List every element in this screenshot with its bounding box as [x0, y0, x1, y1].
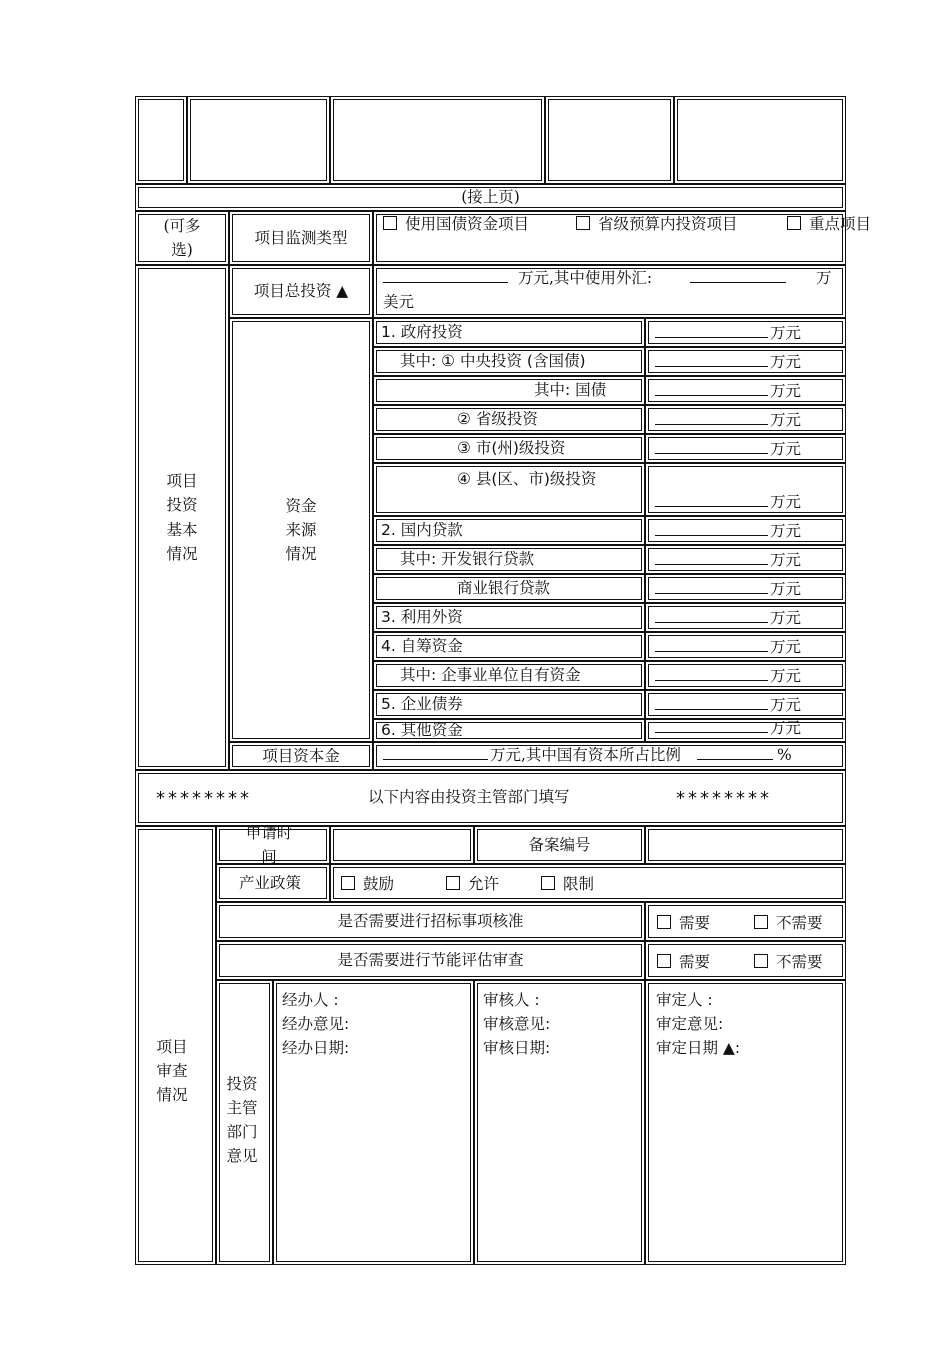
source-item-label: 5. 企业债券	[381, 695, 463, 713]
top-empty-cell-3	[330, 96, 545, 184]
bidding-label: 是否需要进行招标事项核准	[337, 912, 524, 931]
checkbox-icon[interactable]	[787, 216, 801, 230]
record-no-input[interactable]	[645, 826, 846, 864]
auditor-date: 审核日期:	[483, 1039, 551, 1057]
monitor-label: 项目监测类型	[254, 228, 348, 247]
amount-unit: 万元	[770, 493, 802, 511]
bidding-no-need[interactable]: 不需要	[754, 915, 823, 932]
amount-unit: 万元	[770, 580, 802, 598]
source-amount-line[interactable]	[655, 384, 801, 400]
bidding-need[interactable]: 需要	[657, 915, 710, 932]
policy-option-encourage[interactable]: 鼓励	[341, 876, 394, 893]
handler-date: 经办日期:	[282, 1039, 350, 1057]
amount-unit: 万元	[770, 411, 802, 429]
source-item-label: 其中: 企事业单位自有资金	[400, 666, 581, 684]
checkbox-icon[interactable]	[657, 954, 671, 968]
monitor-left-label: (可多选)	[163, 216, 201, 259]
total-value-line[interactable]: 万元,其中使用外汇:	[383, 271, 788, 287]
auditor-lines	[483, 988, 550, 1060]
stars-right: ********	[676, 788, 772, 809]
checkbox-icon[interactable]	[754, 954, 768, 968]
source-amount-line[interactable]	[655, 669, 801, 685]
approver-opinion: 审定意见:	[656, 1015, 724, 1033]
total-label: 项目总投资 ▲	[253, 282, 349, 301]
amount-unit: 万元	[770, 353, 802, 371]
checkbox-icon[interactable]	[754, 915, 768, 929]
handler-name: 经办人 :	[282, 991, 339, 1009]
checkbox-icon[interactable]	[383, 216, 397, 230]
total-unit-wrap-head: 万	[816, 269, 832, 287]
source-label: 资金来源情况	[285, 496, 317, 563]
dept-label: 投资主管部门意见	[226, 1074, 258, 1166]
source-item-label: 商业银行贷款	[457, 579, 551, 597]
amount-unit: 万元	[770, 667, 802, 685]
checkbox-icon[interactable]	[341, 876, 355, 890]
auditor-name: 审核人 :	[483, 991, 540, 1009]
amount-unit: 万元	[770, 551, 802, 569]
source-amount-line[interactable]	[655, 721, 801, 737]
source-amount-line[interactable]	[655, 553, 801, 569]
amount-unit: 万元	[770, 638, 802, 656]
checkbox-icon[interactable]	[541, 876, 555, 890]
policy-option-restrict[interactable]: 限制	[541, 876, 594, 893]
checkbox-icon[interactable]	[657, 915, 671, 929]
total-value-unit: 美元	[383, 293, 415, 311]
source-item-label: 6. 其他资金	[381, 721, 463, 739]
checkbox-icon[interactable]	[576, 216, 590, 230]
investment-section-label: 项目投资基本情况	[166, 472, 198, 563]
source-item-label: 4. 自筹资金	[381, 637, 463, 655]
handler-lines	[282, 988, 349, 1060]
energy-need[interactable]: 需要	[657, 954, 710, 971]
source-amount-line[interactable]	[655, 582, 801, 598]
source-item-label: ② 省级投资	[457, 410, 538, 428]
source-item-label: ③ 市(州)级投资	[457, 439, 566, 457]
monitor-option-2[interactable]: 省级预算内投资项目	[576, 216, 738, 233]
source-amount-line[interactable]	[655, 611, 801, 627]
source-item-label: 3. 利用外资	[381, 608, 463, 626]
source-item-label: 其中: 开发银行贷款	[400, 550, 535, 568]
policy-option-allow[interactable]: 允许	[446, 876, 499, 893]
policy-label: 产业政策	[238, 873, 301, 892]
source-item-label: 其中: 国债	[534, 381, 607, 399]
source-amount-line[interactable]	[655, 355, 801, 371]
source-amount-line[interactable]	[655, 326, 801, 342]
source-item-label: ④ 县(区、市)级投资	[457, 470, 597, 488]
capital-value-line[interactable]: 万元,其中国有资本所占比例 %	[383, 748, 792, 764]
top-empty-cell-4	[545, 96, 674, 184]
source-item-label: 2. 国内贷款	[381, 521, 463, 539]
source-amount-line[interactable]	[655, 413, 801, 429]
approver-name: 审定人 :	[656, 991, 713, 1009]
top-empty-cell-2	[187, 96, 330, 184]
monitor-option-1[interactable]: 使用国债资金项目	[383, 216, 529, 233]
handler-opinion: 经办意见:	[282, 1015, 350, 1033]
energy-no-need[interactable]: 不需要	[754, 954, 823, 971]
amount-unit: 万元	[770, 522, 802, 540]
record-no-label: 备案编号	[528, 835, 591, 854]
top-empty-cell-1	[135, 96, 187, 184]
source-amount-line[interactable]	[655, 698, 801, 714]
review-section-label: 项目审查情况	[156, 1037, 188, 1104]
source-amount-line[interactable]	[655, 524, 801, 540]
energy-label: 是否需要进行节能评估审查	[337, 951, 524, 970]
amount-unit: 万元	[770, 609, 802, 627]
source-amount-line[interactable]	[655, 640, 801, 656]
capital-label: 项目资本金	[262, 746, 340, 765]
amount-unit: 万元	[770, 440, 802, 458]
continued-label: (接上页)	[461, 188, 520, 207]
apply-time-input[interactable]	[330, 826, 474, 864]
source-item-label: 其中: ① 中央投资 (含国债)	[400, 352, 586, 370]
apply-time-label: 申请时间	[245, 823, 293, 866]
approver-lines	[656, 988, 740, 1060]
source-item-label: 1. 政府投资	[381, 323, 463, 341]
stars-left: ********	[156, 788, 252, 809]
checkbox-icon[interactable]	[446, 876, 460, 890]
source-amount-line[interactable]	[655, 495, 801, 511]
amount-unit: 万元	[770, 696, 802, 714]
amount-unit: 万元	[770, 382, 802, 400]
amount-unit: 万元	[770, 719, 802, 737]
divider-text: 以下内容由投资主管部门填写	[368, 788, 570, 806]
auditor-opinion: 审核意见:	[483, 1015, 551, 1033]
source-amount-line[interactable]	[655, 442, 801, 458]
amount-unit: 万元	[770, 324, 802, 342]
top-empty-cell-5	[674, 96, 846, 184]
monitor-option-3[interactable]: 重点项目	[787, 216, 871, 233]
approver-date: 审定日期 ▲:	[656, 1039, 741, 1057]
